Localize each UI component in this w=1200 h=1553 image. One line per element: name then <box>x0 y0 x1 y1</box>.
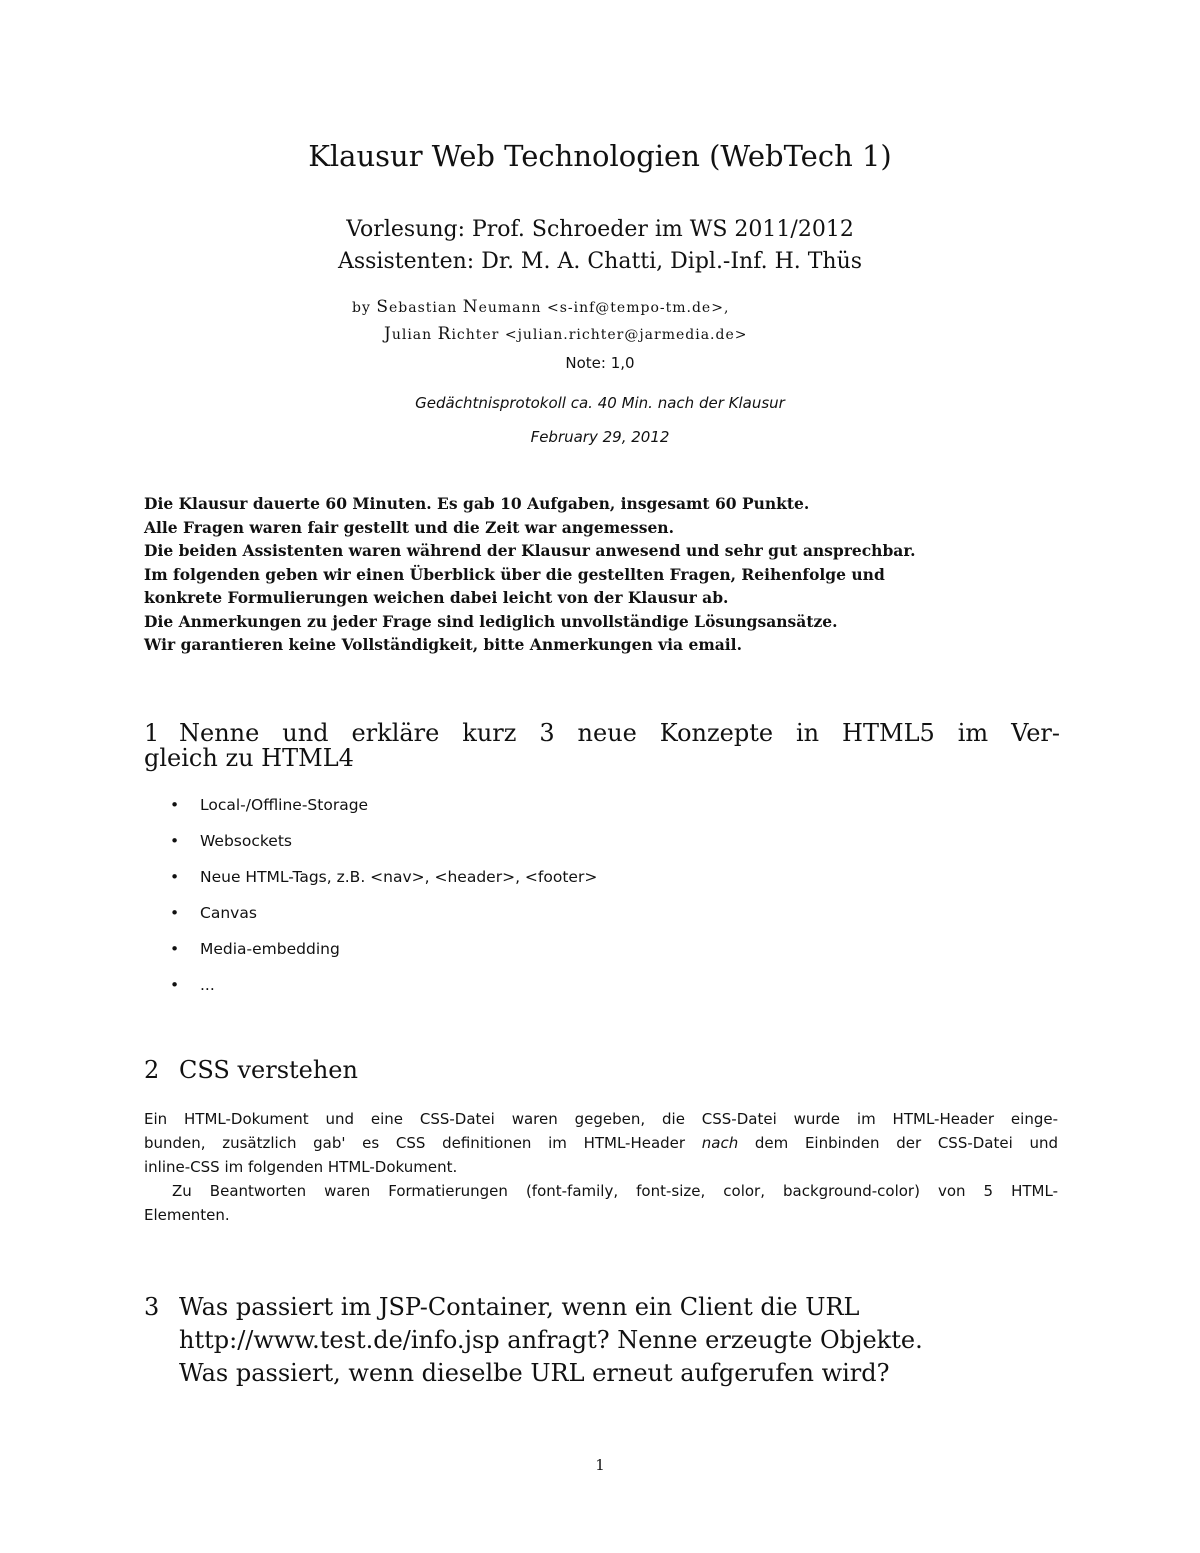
intro-line: konkrete Formulierungen weichen dabei leicht von der Klausur ab. <box>144 588 729 607</box>
protocol-note: Gedächtnisprotokoll ca. 40 Min. nach der Klausur <box>415 394 785 412</box>
list-item: • Media-embedding <box>166 936 966 972</box>
section-title: Nenne und erkläre kurz 3 neue Konzepte in HTML5 im Ver- <box>179 719 1060 747</box>
by-label: by <box>352 300 371 316</box>
section-2-heading <box>144 1058 1060 1083</box>
document-date: February 29, 2012 <box>530 428 670 446</box>
author2-name: Julian Richter <box>384 324 500 344</box>
emphasis: nach <box>701 1134 739 1152</box>
html5-concepts-list <box>166 792 966 1008</box>
section-title-continued: Was passiert, wenn dieselbe URL erneut aufgerufen wird? <box>179 1359 890 1387</box>
section-2-text <box>144 1107 1058 1227</box>
paragraph-line: bunden, zusätzlich gab' es CSS definitionen im HTML-Header nach dem Einbinden der CSS-Datei und <box>144 1134 1058 1152</box>
assistants-line: Assistenten: Dr. M. A. Chatti, Dipl.-Inf. H. Thüs <box>337 249 863 274</box>
paragraph-line: inline-CSS im folgenden HTML-Dokument. <box>144 1158 458 1176</box>
intro-line: Die Klausur dauerte 60 Minuten. Es gab 10 Aufgaben, insgesamt 60 Punkte. <box>144 494 810 513</box>
author-line-1 <box>0 294 1200 321</box>
intro-line: Wir garantieren keine Vollständigkeit, bitte Anmerkungen via email. <box>144 635 742 654</box>
paragraph-line: Ein HTML-Dokument und eine CSS-Datei waren gegeben, die CSS-Datei wurde im HTML-Header einge- <box>144 1110 1058 1128</box>
intro-line: Die Anmerkungen zu jeder Frage sind lediglich unvollständige Lösungsansätze. <box>144 611 838 631</box>
document-title: Klausur Web Technologien (WebTech 1) <box>308 139 892 173</box>
grade-note: Note: 1,0 <box>565 354 635 372</box>
author-line-2 <box>0 321 1200 348</box>
section-3-heading <box>144 1291 1060 1390</box>
section-number: 2 <box>144 1056 160 1084</box>
page-number: 1 <box>595 1456 605 1474</box>
intro-line: Alle Fragen waren fair gestellt und die Zeit war angemessen. <box>144 517 674 537</box>
section-title-continued: gleich zu HTML4 <box>144 744 354 772</box>
paragraph-line: Elementen. <box>144 1206 230 1224</box>
bullet-icon: • <box>170 904 180 922</box>
author-block <box>0 294 1200 348</box>
bullet-icon: • <box>170 976 180 994</box>
intro-paragraph <box>144 492 1064 657</box>
intro-line: Im folgenden geben wir einen Überblick über die gestellten Fragen, Reihenfolge und <box>144 564 885 584</box>
section-number: 3 <box>144 1293 160 1321</box>
list-item: • Neue HTML-Tags, z.B. <nav>, <header>, <footer> <box>166 864 966 900</box>
lecture-line: Vorlesung: Prof. Schroeder im WS 2011/2012 <box>346 217 854 242</box>
bullet-icon: • <box>170 832 180 850</box>
list-item: • Websockets <box>166 828 966 864</box>
list-item: • Canvas <box>166 900 966 936</box>
section-number: 1 <box>144 719 160 747</box>
list-item: • ... <box>166 972 966 1008</box>
intro-line: Die beiden Assistenten waren während der Klausur anwesend und sehr gut ansprechbar. <box>144 541 916 560</box>
bullet-icon: • <box>170 796 180 814</box>
author2-email: <julian.richter@jarmedia.de> <box>504 327 748 343</box>
list-item: • Local-/Offline-Storage <box>166 792 966 828</box>
author1-email: <s-inf@tempo-tm.de>, <box>546 300 730 316</box>
section-title-continued: http://www.test.de/info.jsp anfragt? Nenne erzeugte Objekte. <box>179 1326 923 1354</box>
section-title: Was passiert im JSP-Container, wenn ein Client die URL <box>179 1293 860 1321</box>
author1-name: Sebastian Neumann <box>376 297 542 317</box>
bullet-icon: • <box>170 940 180 958</box>
section-1-heading <box>144 721 1060 771</box>
section-title: CSS verstehen <box>179 1056 358 1084</box>
bullet-icon: • <box>170 868 180 886</box>
paragraph-line: Zu Beantworten waren Formatierungen (font-family, font-size, color, background-color) von 5 HTML- <box>172 1182 1058 1200</box>
